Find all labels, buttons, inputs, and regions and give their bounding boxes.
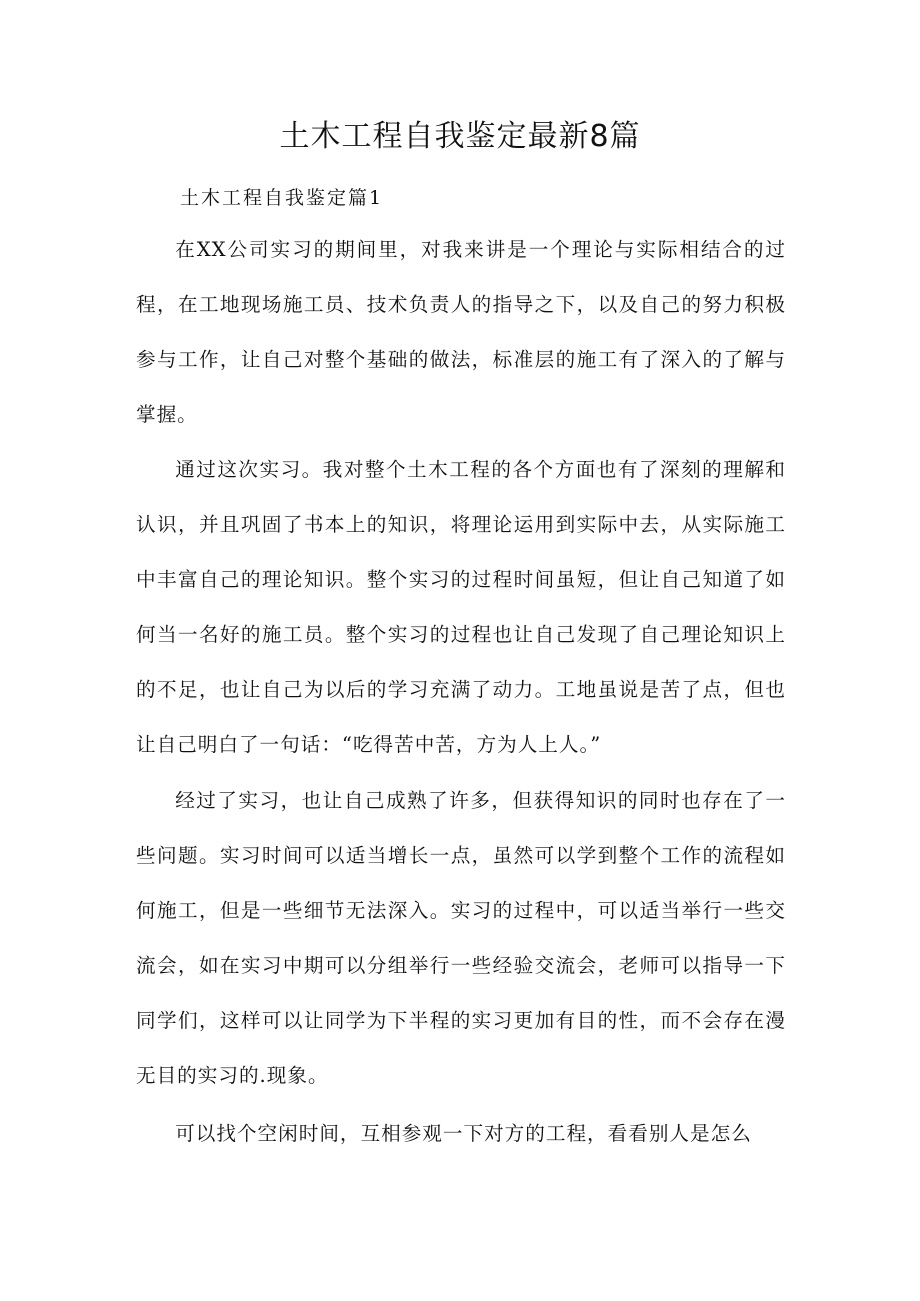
body-paragraph-2: 通过这次实习。我对整个土木工程的各个方面也有了深刻的理解和认识，并且巩固了书本上的知识，将理论运用到实际中去，从实际施工中丰富自己的理论知识。整个实习的过程时间虽短，但让自己知道了如何当一名好的施工员。整个实习的过程也让自己发现了自己理论知识上的不足，也让自己为以后的学习充满了动力。工地虽说是苦了点，但也让自己明白了一句话：“吃得苦中苦，方为人上人。”	[136, 458, 786, 756]
document-title: 土木工程自我鉴定最新8篇	[279, 119, 641, 154]
body-paragraph-3: 经过了实习，也让自己成熟了许多，但获得知识的同时也存在了一些问题。实习时间可以适当增长一点，虽然可以学到整个工作的流程如何施工，但是一些细节无法深入。实习的过程中，可以适当举行一些交流会，如在实习中期可以分组举行一些经验交流会，老师可以指导一下同学们，这样可以让同学为下半程的实习更加有目的性，而不会存在漫无目的实习的.现象。	[136, 789, 786, 1087]
body-paragraph-1: 在XX公司实习的期间里，对我来讲是一个理论与实际相结合的过程，在工地现场施工员、技术负责人的指导之下，以及自己的努力积极参与工作，让自己对整个基础的做法，标准层的施工有了深入的了解与掌握。	[136, 238, 786, 426]
body-paragraph-4: 可以找个空闲时间，互相参观一下对方的工程，看看别人是怎么	[175, 1122, 752, 1145]
section-heading: 土木工程自我鉴定篇1	[180, 187, 384, 209]
